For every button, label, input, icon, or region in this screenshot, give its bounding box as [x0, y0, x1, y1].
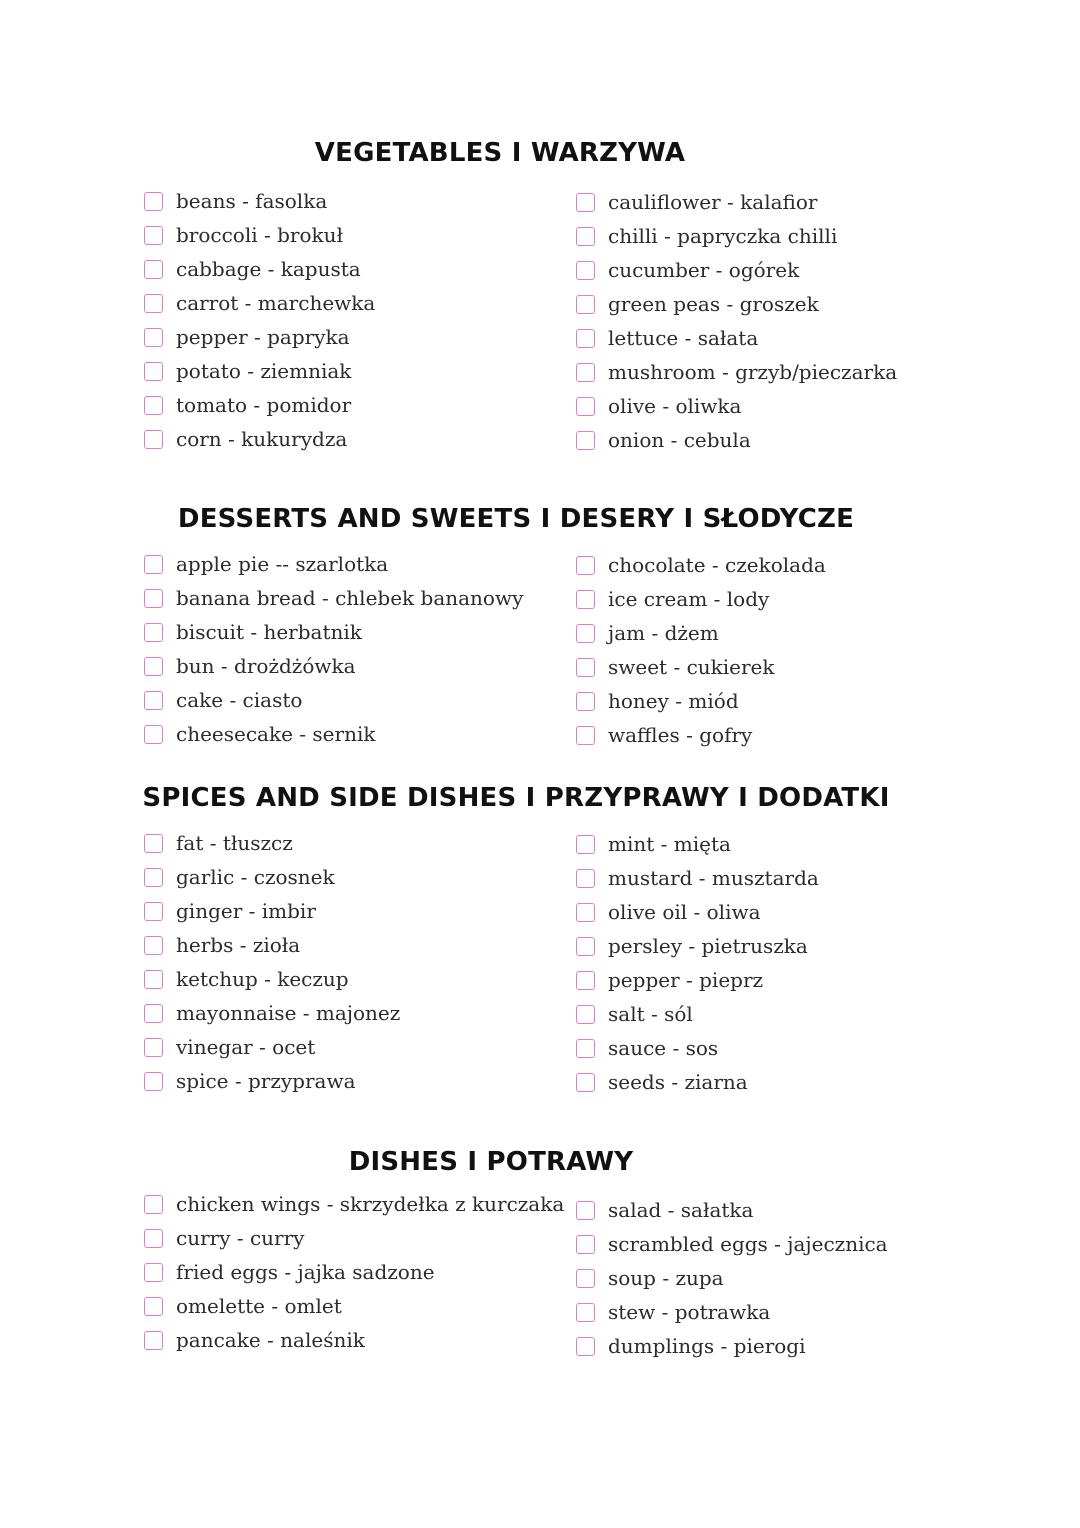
list-item[interactable] [576, 999, 693, 1029]
list-item[interactable] [144, 424, 347, 454]
checkbox[interactable] [576, 937, 595, 956]
checkbox[interactable] [576, 1337, 595, 1356]
list-item[interactable] [576, 584, 769, 614]
item-label: olive - oliwka [608, 394, 742, 418]
checkbox[interactable] [576, 869, 595, 888]
list-item[interactable] [144, 964, 349, 994]
item-label: ketchup - keczup [176, 967, 349, 991]
checkbox[interactable] [576, 1039, 595, 1058]
list-item[interactable] [144, 322, 350, 352]
item-label: mustard - musztarda [608, 866, 819, 890]
list-item[interactable] [144, 1223, 304, 1253]
checkbox[interactable] [144, 868, 163, 887]
checkbox[interactable] [576, 227, 595, 246]
list-item[interactable] [576, 1033, 718, 1063]
item-label: chilli - papryczka chilli [608, 224, 838, 248]
item-label: sauce - sos [608, 1036, 719, 1060]
list-item[interactable] [144, 651, 356, 681]
list-item[interactable] [576, 1331, 806, 1361]
item-label: lettuce - sałata [608, 326, 759, 350]
list-item[interactable] [144, 186, 327, 216]
item-label: waffles - gofry [608, 723, 753, 747]
list-item[interactable] [576, 357, 897, 387]
item-label: herbs - zioła [176, 933, 301, 957]
item-label: garlic - czosnek [176, 865, 335, 889]
list-item[interactable] [144, 862, 335, 892]
item-label: cucumber - ogórek [608, 258, 800, 282]
item-label: bun - drożdżówka [176, 654, 356, 678]
item-label: potato - ziemniak [176, 359, 352, 383]
item-label: fat - tłuszcz [176, 831, 293, 855]
checkbox[interactable] [576, 658, 595, 677]
item-label: omelette - omlet [176, 1294, 342, 1318]
list-item[interactable] [576, 1263, 724, 1293]
item-label: cabbage - kapusta [176, 257, 361, 281]
checkbox[interactable] [576, 1201, 595, 1220]
checkbox[interactable] [144, 623, 163, 642]
item-label: sweet - cukierek [608, 655, 775, 679]
item-label: green peas - groszek [608, 292, 819, 316]
list-item[interactable] [144, 1325, 365, 1355]
item-label: beans - fasolka [176, 189, 328, 213]
list-item[interactable] [576, 221, 837, 251]
item-label: dumplings - pierogi [608, 1334, 806, 1358]
checkbox[interactable] [144, 1297, 163, 1316]
list-item[interactable] [576, 829, 731, 859]
list-item[interactable] [144, 828, 293, 858]
checkbox[interactable] [576, 1073, 595, 1092]
list-item[interactable] [576, 255, 799, 285]
checkbox[interactable] [144, 834, 163, 853]
list-item[interactable] [144, 254, 361, 284]
list-item[interactable] [144, 1189, 564, 1219]
item-label: vinegar - ocet [176, 1035, 316, 1059]
checkbox[interactable] [576, 363, 595, 382]
list-item[interactable] [576, 931, 808, 961]
checkbox[interactable] [576, 295, 595, 314]
checkbox[interactable] [144, 1263, 163, 1282]
item-label: cake - ciasto [176, 688, 303, 712]
list-item[interactable] [576, 1195, 753, 1225]
list-item[interactable] [144, 1257, 435, 1287]
item-label: cheesecake - sernik [176, 722, 376, 746]
item-label: pepper - papryka [176, 325, 350, 349]
checkbox[interactable] [144, 691, 163, 710]
checkbox[interactable] [144, 1331, 163, 1350]
list-item[interactable] [576, 1229, 888, 1259]
list-item[interactable] [576, 323, 758, 353]
list-item[interactable] [144, 617, 362, 647]
list-item[interactable] [144, 685, 302, 715]
list-item[interactable] [144, 583, 523, 613]
checkbox[interactable] [576, 590, 595, 609]
checkbox[interactable] [576, 903, 595, 922]
checkbox[interactable] [576, 556, 595, 575]
item-label: broccoli - brokuł [176, 223, 344, 247]
item-label: seeds - ziarna [608, 1070, 748, 1094]
item-label: spice - przyprawa [176, 1069, 356, 1093]
list-item[interactable] [576, 425, 751, 455]
checkbox[interactable] [144, 902, 163, 921]
list-item[interactable] [144, 288, 375, 318]
checkbox[interactable] [576, 1269, 595, 1288]
item-label: banana bread - chlebek bananowy [176, 586, 524, 610]
checkbox[interactable] [144, 1038, 163, 1057]
checkbox[interactable] [576, 261, 595, 280]
list-item[interactable] [144, 356, 351, 386]
item-label: onion - cebula [608, 428, 751, 452]
section-title: SPICES AND SIDE DISHES I PRZYPRAWY I DODATKI [142, 783, 890, 813]
list-item[interactable] [144, 998, 400, 1028]
item-label: honey - miód [608, 689, 739, 713]
item-label: chicken wings - skrzydełka z kurczaka [176, 1192, 565, 1216]
item-label: carrot - marchewka [176, 291, 376, 315]
checkbox[interactable] [144, 657, 163, 676]
list-item[interactable] [144, 549, 388, 579]
checkbox[interactable] [576, 193, 595, 212]
checkbox[interactable] [576, 726, 595, 745]
checkbox[interactable] [144, 936, 163, 955]
list-item[interactable] [144, 896, 316, 926]
checkbox[interactable] [144, 294, 163, 313]
item-label: pepper - pieprz [608, 968, 764, 992]
list-item[interactable] [144, 1066, 356, 1096]
item-label: biscuit - herbatnik [176, 620, 362, 644]
item-label: fried eggs - jajka sadzone [176, 1260, 435, 1284]
item-label: olive oil - oliwa [608, 900, 761, 924]
list-item[interactable] [576, 391, 741, 421]
checkbox[interactable] [576, 1303, 595, 1322]
list-item[interactable] [576, 1297, 770, 1327]
checkbox[interactable] [576, 624, 595, 643]
list-item[interactable] [576, 1067, 748, 1097]
item-label: jam - dżem [608, 621, 719, 645]
section-title: VEGETABLES I WARZYWA [314, 138, 686, 168]
list-item[interactable] [144, 930, 300, 960]
item-label: curry - curry [176, 1226, 305, 1250]
list-item[interactable] [144, 1032, 315, 1062]
checkbox[interactable] [144, 362, 163, 381]
checkbox[interactable] [576, 431, 595, 450]
checkbox[interactable] [144, 725, 163, 744]
list-item[interactable] [144, 390, 351, 420]
item-label: chocolate - czekolada [608, 553, 826, 577]
item-label: stew - potrawka [608, 1300, 771, 1324]
item-label: mint - mięta [608, 832, 731, 856]
checkbox[interactable] [144, 226, 163, 245]
item-label: corn - kukurydza [176, 427, 348, 451]
list-item[interactable] [576, 686, 739, 716]
item-label: cauliflower - kalafior [608, 190, 818, 214]
item-label: apple pie -- szarlotka [176, 552, 389, 576]
item-label: salad - sałatka [608, 1198, 754, 1222]
item-label: soup - zupa [608, 1266, 724, 1290]
checkbox[interactable] [576, 971, 595, 990]
item-label: salt - sól [608, 1002, 693, 1026]
item-label: mayonnaise - majonez [176, 1001, 401, 1025]
item-label: pancake - naleśnik [176, 1328, 365, 1352]
checkbox[interactable] [144, 589, 163, 608]
list-item[interactable] [576, 897, 761, 927]
checkbox[interactable] [144, 1229, 163, 1248]
section-title: DESSERTS AND SWEETS I DESERY I SŁODYCZE [177, 504, 855, 534]
item-label: persley - pietruszka [608, 934, 808, 958]
list-item[interactable] [576, 720, 752, 750]
list-item[interactable] [576, 550, 826, 580]
checkbox[interactable] [144, 260, 163, 279]
item-label: mushroom - grzyb/pieczarka [608, 360, 898, 384]
list-item[interactable] [576, 289, 819, 319]
checkbox[interactable] [144, 328, 163, 347]
checkbox[interactable] [576, 835, 595, 854]
checkbox[interactable] [576, 1005, 595, 1024]
checkbox[interactable] [144, 970, 163, 989]
checkbox[interactable] [144, 1072, 163, 1091]
checkbox[interactable] [576, 1235, 595, 1254]
checkbox[interactable] [144, 430, 163, 449]
checkbox[interactable] [576, 692, 595, 711]
list-item[interactable] [576, 652, 775, 682]
list-item[interactable] [576, 965, 763, 995]
item-label: ice cream - lody [608, 587, 770, 611]
list-item[interactable] [576, 187, 817, 217]
item-label: scrambled eggs - jajecznica [608, 1232, 888, 1256]
section-title: DISHES I POTRAWY [348, 1147, 634, 1177]
checkbox[interactable] [576, 329, 595, 348]
list-item[interactable] [576, 863, 819, 893]
item-label: tomato - pomidor [176, 393, 352, 417]
list-item[interactable] [144, 719, 375, 749]
list-item[interactable] [144, 1291, 342, 1321]
checkbox[interactable] [576, 397, 595, 416]
checkbox[interactable] [144, 396, 163, 415]
item-label: ginger - imbir [176, 899, 316, 923]
checkbox[interactable] [144, 555, 163, 574]
list-item[interactable] [576, 618, 719, 648]
checkbox[interactable] [144, 1195, 163, 1214]
checkbox[interactable] [144, 1004, 163, 1023]
list-item[interactable] [144, 220, 343, 250]
checkbox[interactable] [144, 192, 163, 211]
